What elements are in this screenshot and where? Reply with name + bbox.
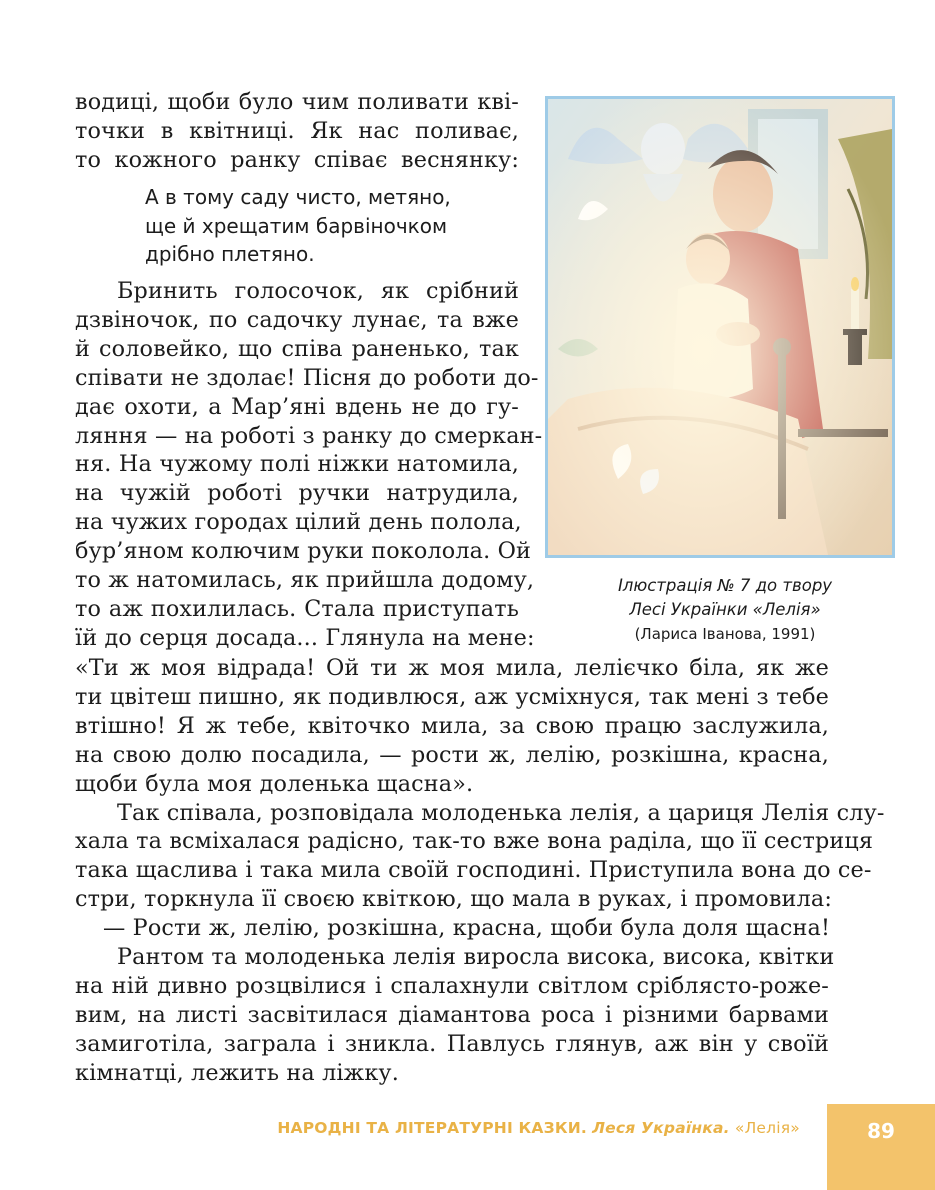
text-line: то кожного ранку співає веснянку: [75,146,519,173]
text-line: вим, на листі засвітилася діамантова роса і різними барвами [75,1001,829,1028]
footer-section: НАРОДНІ ТА ЛІТЕРАТУРНІ КАЗКИ. [277,1119,587,1137]
text-line: хала та всміхалася радісно, так-то вже вона раділа, що її сестриця [75,828,874,855]
text-line: на чужих городах цілий день полола, [75,509,522,536]
text-line: Рантом та молоденька лелія виросла висока, висока, квітки [117,944,835,971]
text-line: кімнатці, лежить на ліжку. [75,1059,399,1086]
text-line: співати не здолає! Пісня до роботи до- [75,364,539,391]
text-line: на свою долю посадила, — рости ж, лелію, розкішна, красна, [75,741,829,768]
text-line: дзвіночок, по садочку лунає, та вже [75,306,519,333]
illustration-painting [548,99,892,555]
text-line: на ній дивно розцвілися і спалахнули світлом сріблясто-роже- [75,972,829,999]
text-line: ти цвітеш пишно, як подивлюся, аж усміхнуся, так мені з тебе [75,683,829,710]
text-line: Так співала, розповідала молоденька лелія, а цариця Лелія слу- [117,799,885,826]
illustration-caption [560,574,890,646]
text-line: дає охоти, а Мар’яні вдень не до гу- [75,393,519,420]
footer-author: Леся Українка. [592,1119,730,1137]
text-line: така щаслива і така мила своїй господині. Приступила вона до се- [75,857,872,884]
text-line: щоби була моя доленька щасна». [75,770,474,797]
verse-line: А в тому саду чисто, метяно, [145,185,451,209]
verse-line: дрібно плетяно. [145,242,315,266]
text-line: на чужій роботі ручки натрудила, [75,480,519,507]
text-line: ляння — на роботі з ранку до смеркан- [75,422,543,449]
text-line: замиготіла, заграла і зникла. Павлусь глянув, аж він у своїй [75,1030,829,1057]
text-line: водиці, щоби було чим поливати кві- [75,89,519,115]
page-number-box [827,1104,935,1190]
text-line: бур’яном колючим руки поколола. Ой [75,538,532,565]
paragraph-wide [75,654,885,1088]
text-line: й соловейко, що співа раненько, так [75,335,519,362]
running-footer [277,1119,800,1137]
verse-line: ще й хрещатим барвіночком [145,213,448,238]
text-line: точки в квітниці. Як нас поливає, [75,117,519,144]
illustration [545,96,895,558]
text-line: ня. На чужому полі ніжки натомила, [75,451,519,478]
text-line: втішно! Я ж тебе, квіточко мила, за свою працю заслужила, [75,712,829,739]
paragraph-mariana [75,277,543,653]
paragraph-continuation [75,88,519,175]
text-line: Бринить голосочок, як срібний [117,278,519,304]
text-line: стри, торкнула її своєю квіткою, що мала в руках, і промовила: [75,886,832,913]
text-line: — Рости ж, лелію, розкішна, красна, щоби була доля щасна! [103,915,831,942]
text-line: їй до серця досада... Глянула на мене: [75,624,535,651]
text-line: «Ти ж моя відрада! Ой ти ж моя мила, лелієчко біла, як же [75,655,829,681]
caption-line: Ілюстрація № 7 до твору [617,576,833,595]
caption-line: Лесі Українки «Лелія» [629,600,821,619]
caption-credit: (Лариса Іванова, 1991) [634,625,816,643]
text-line: то аж похилилась. Стала приступать [75,595,519,622]
footer-title: «Лелія» [734,1119,800,1137]
page-number: 89 [867,1119,895,1143]
text-line: то ж натомилась, як прийшла додому, [75,567,535,594]
verse [145,183,451,269]
